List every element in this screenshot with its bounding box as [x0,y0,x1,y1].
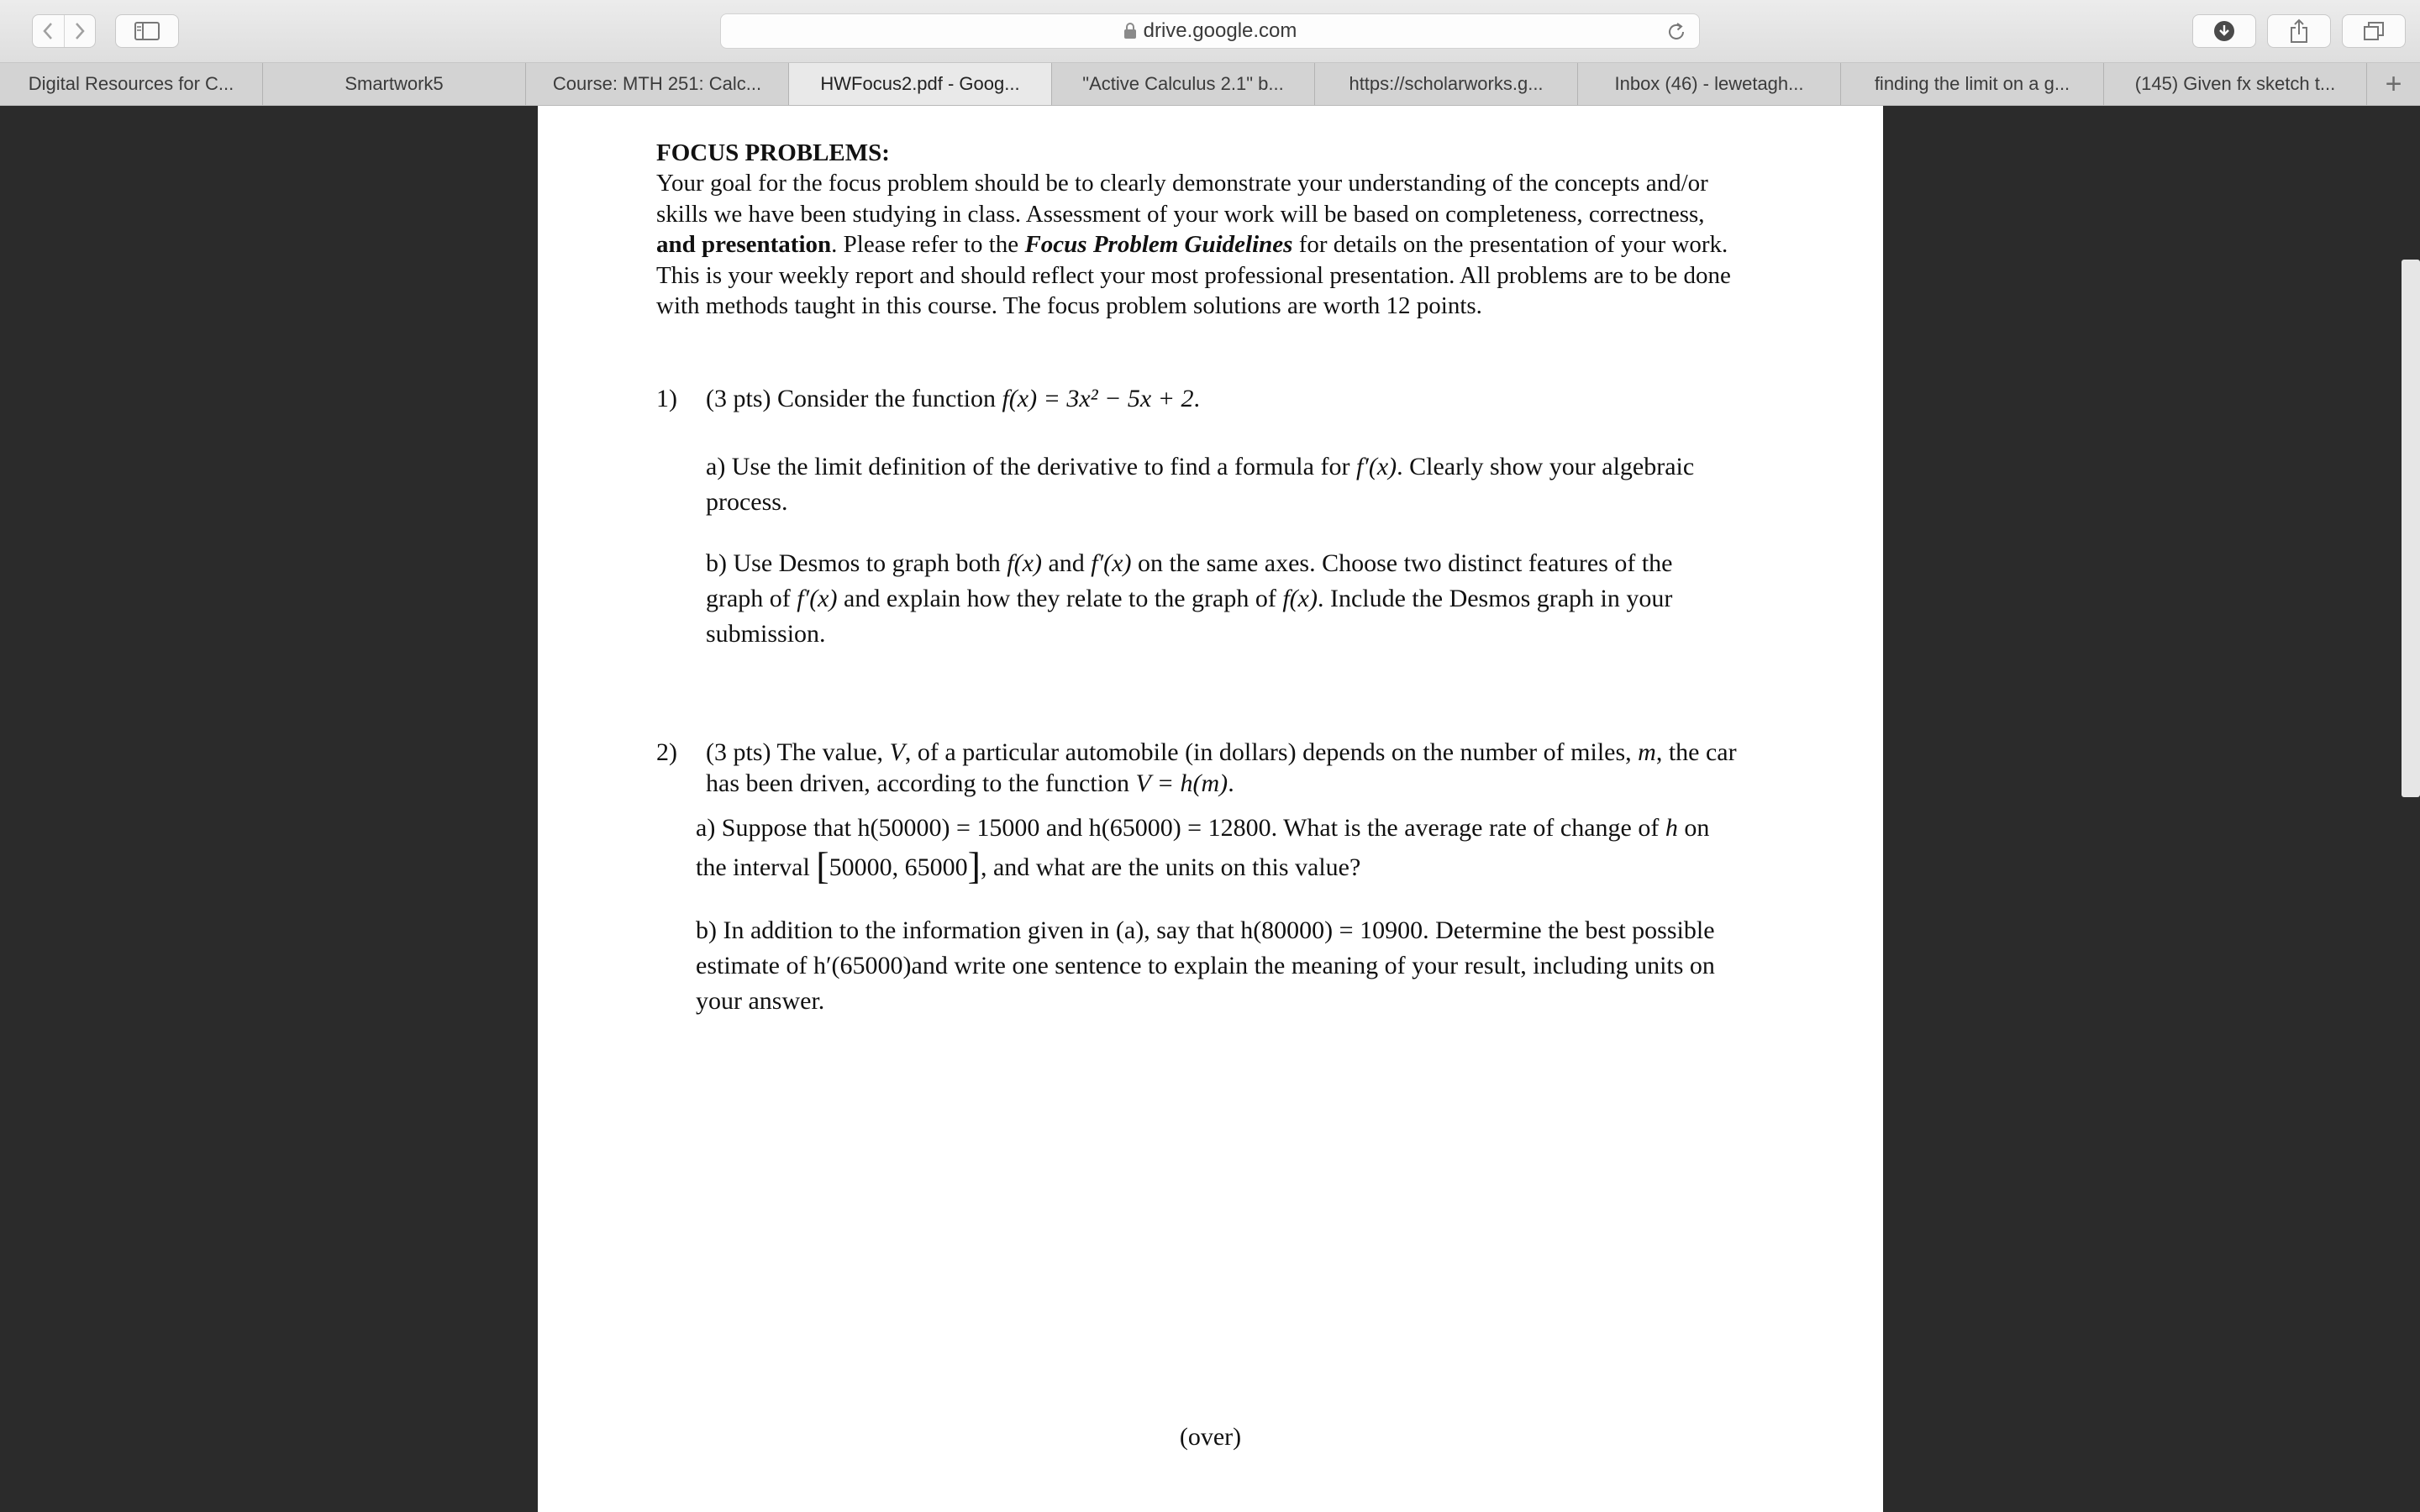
tab-active-calculus[interactable]: "Active Calculus 2.1" b... [1052,63,1315,105]
problem-2a-text-4: on the interval [696,814,1710,881]
problem-1b-text-1: b) Use Desmos to graph both [706,549,1007,577]
problem-2a-text-2: and [1039,814,1089,842]
problem-1b [706,546,1731,652]
tab-smartwork5[interactable]: Smartwork5 [263,63,526,105]
problem-2a-text-3: . What is the average rate of change of [1270,814,1665,842]
intro-paragraph [656,168,1732,322]
share-icon [2289,18,2309,44]
tab-finding-limit[interactable]: finding the limit on a g... [1841,63,2104,105]
new-tab-button[interactable]: + [2367,63,2420,105]
problem-2-math-v: V [889,738,905,766]
problem-1b-text-3: on the same axes. Choose two distinct features of the graph of [706,549,1673,612]
downloads-button[interactable] [2192,14,2256,48]
reload-icon [1665,21,1687,43]
share-button[interactable] [2267,14,2331,48]
reload-button[interactable] [1665,21,1687,47]
problem-2-math-m: m [1638,738,1656,766]
tab-digital-resources[interactable]: Digital Resources for C... [0,63,263,105]
pdf-page [538,106,1883,1512]
problem-2-number: 2) [656,738,677,766]
problem-2a [696,808,1738,887]
chevron-right-icon [74,21,86,41]
problem-1b-text-4: and explain how they relate to the graph of [837,585,1283,612]
problem-2a-text-5: , and what are the units on this value? [980,853,1361,881]
sidebar-button[interactable] [115,14,179,48]
tab-given-fx[interactable]: (145) Given fx sketch t... [2104,63,2367,105]
problem-2b-text-1: b) In addition to the information given in (a), say that [696,916,1241,944]
problem-1-lead: (3 pts) Consider the function [706,385,1002,412]
intro-text-1: Your goal for the focus problem should be to clearly demonstrate your understanding of the concepts and/or skills we have been studying in class. Assessment of your work will be based on completeness, correctness, [656,170,1708,228]
lock-icon [1123,23,1137,39]
problem-1a-text-2: . Clearly show your algebraic process. [706,453,1695,516]
page-footer: (over) [1179,1423,1242,1451]
problem-2a-math-h: h [1665,814,1678,842]
intro-text-2: . Please refer to the [831,231,1025,258]
problem-2b-text-2: . Determine the best possible estimate of [696,916,1715,979]
problem-2-text-3: , the car has been driven, according to the function [706,738,1737,797]
address-bar[interactable] [720,13,1700,49]
problem-1b-math-3: f′(x) [797,585,838,612]
intro-bold: and presentation [656,231,832,258]
problem-1-end: . [1193,385,1200,412]
problem-2a-text-1: a) Suppose that [696,814,858,842]
problem-1-text [706,381,1731,417]
problem-1b-math-2: f′(x) [1091,549,1132,577]
nav-buttons [32,14,96,48]
left-bracket: [ [816,844,829,887]
problem-2b-text-3: and write one sentence to explain the meaning of your result, including units on your answer. [696,952,1715,1015]
url-text: drive.google.com [1143,19,1297,42]
problem-2a-math-1: h(50000) = 15000 [857,814,1040,842]
problem-2b-math-1: h(80000) = 10900 [1240,916,1423,944]
problem-2-text-1: (3 pts) The value, [706,738,890,766]
intro-guidelines: Focus Problem Guidelines [1024,231,1293,258]
download-icon [2213,20,2235,42]
problem-2b [696,913,1738,1019]
problem-1-number: 1) [656,385,677,412]
chevron-left-icon [42,21,54,41]
problem-1a-text-1: a) Use the limit definition of the derivative to find a formula for [706,453,1356,480]
browser-toolbar [0,0,2420,63]
back-button[interactable] [33,15,64,47]
intro-text-3: for details on the presentation of your work. This is your weekly report and should reflect your most professional presentation. All problems are to be done with methods taught in this course. The focus problem solutions are worth 12 points. [656,231,1731,319]
forward-button[interactable] [64,15,96,47]
page-heading: FOCUS PROBLEMS: [656,139,890,166]
problem-1-function: f(x) = 3x² − 5x + 2 [1002,385,1194,412]
tab-hwfocus2[interactable]: HWFocus2.pdf - Goog... [789,63,1052,105]
problem-2a-interval: 50000, 65000 [829,853,968,881]
tab-scholarworks[interactable]: https://scholarworks.g... [1315,63,1578,105]
problem-1b-math-1: f(x) [1007,549,1042,577]
sidebar-icon [134,21,160,41]
right-bracket: ] [967,844,981,887]
problem-2-text-2: , of a particular automobile (in dollars) depends on the number of miles, [904,738,1639,766]
pdf-viewer [0,106,2420,1512]
problem-2-text-4: . [1228,769,1234,797]
problem-1a [706,449,1731,520]
problem-2-math-function: V = h(m) [1135,769,1228,797]
problem-1b-text-2: and [1041,549,1092,577]
tab-course-mth251[interactable]: Course: MTH 251: Calc... [526,63,789,105]
tab-bar [0,63,2420,106]
problem-1a-math-1: f′(x) [1355,453,1397,480]
problem-2b-math-2: h′(65000) [813,952,912,979]
problem-1b-math-4: f(x) [1282,585,1318,612]
scrollbar-thumb[interactable] [2402,260,2420,797]
tab-inbox[interactable]: Inbox (46) - lewetagh... [1578,63,1841,105]
problem-1b-text-5: . Include the Desmos graph in your submission. [706,585,1673,648]
tab-overview-button[interactable] [2342,14,2406,48]
problem-2a-math-2: h(65000) = 12800 [1088,814,1271,842]
page-content [656,138,1732,322]
problem-2-text [706,737,1748,799]
tabs-icon [2363,21,2385,41]
